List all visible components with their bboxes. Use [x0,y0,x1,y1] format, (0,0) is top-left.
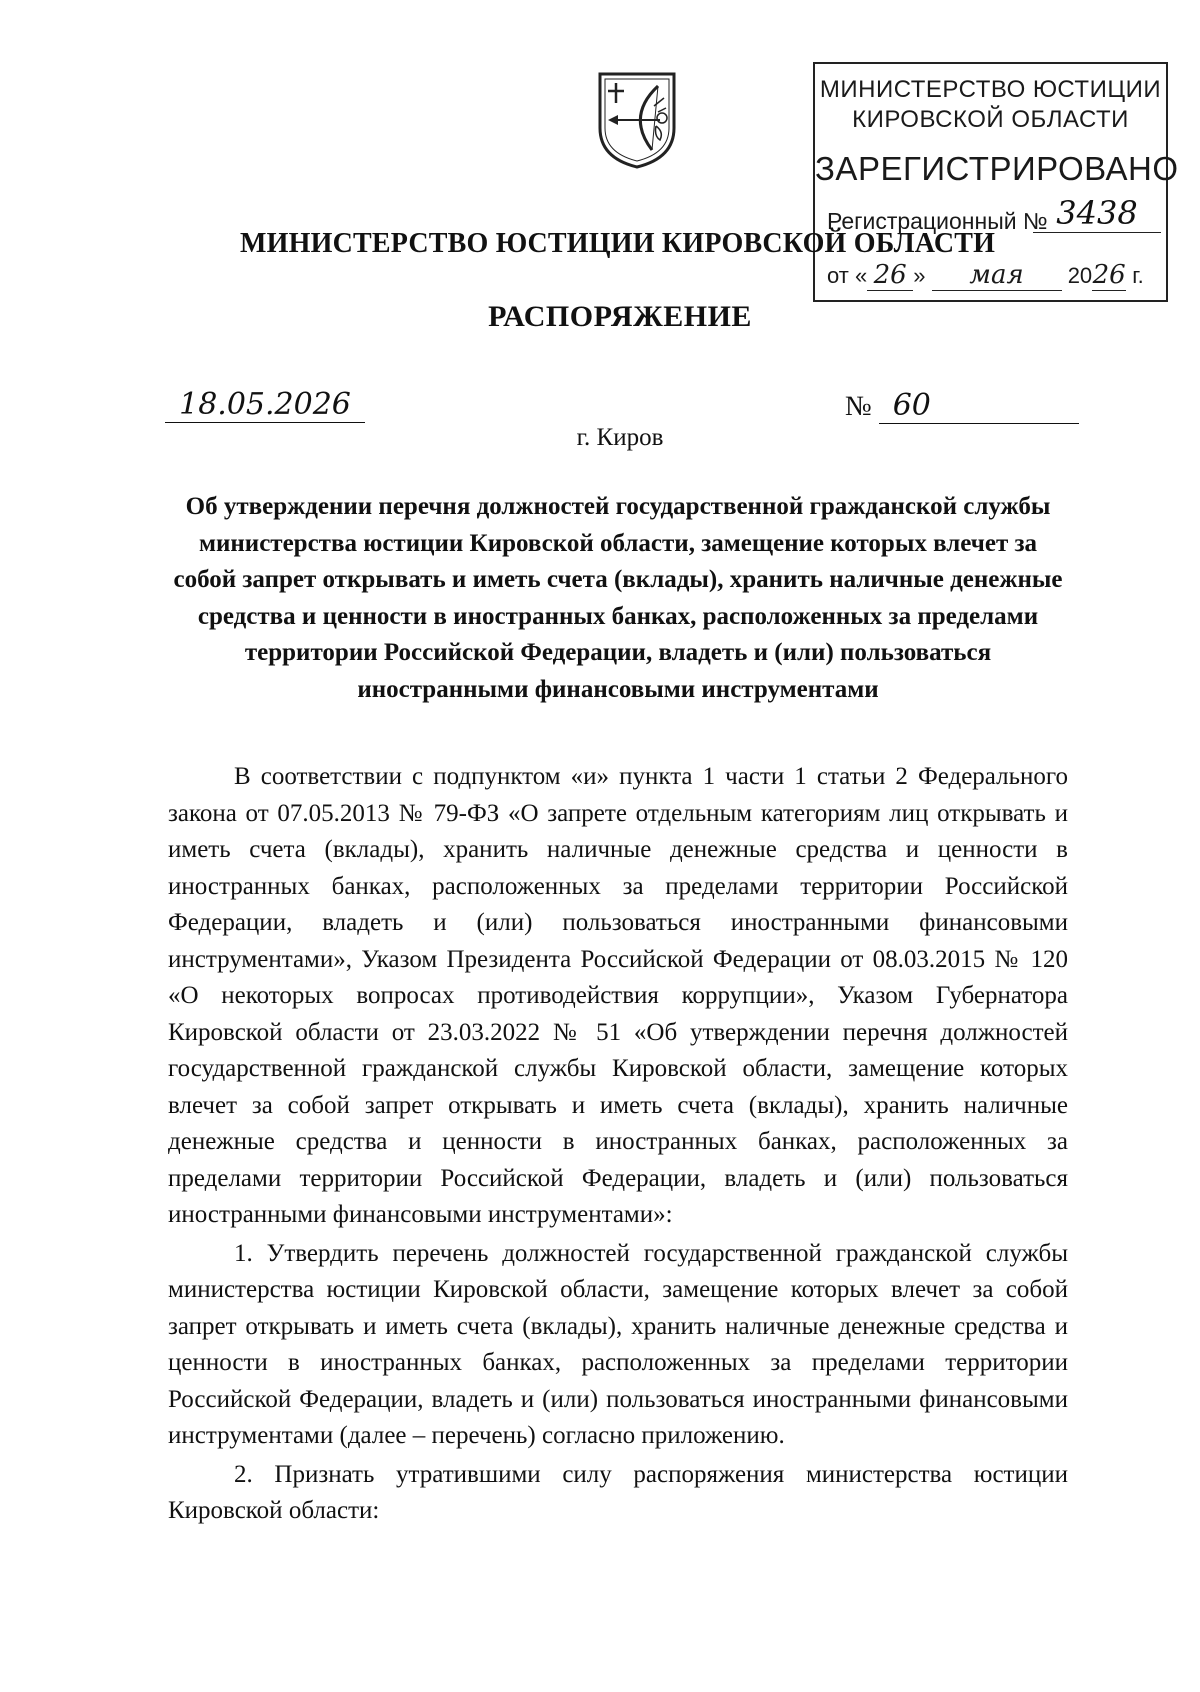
stamp-from-label: от « [827,263,868,288]
stamp-day: 26 [867,260,913,291]
ministry-name: МИНИСТЕРСТВО ЮСТИЦИИ КИРОВСКОЙ ОБЛАСТИ [240,228,996,259]
stamp-year-prefix: 20 [1067,263,1093,288]
item-2-paragraph: 2. Признать утратившими силу распоряжения министерства юстиции Кировской области: [168,1460,1068,1524]
stamp-date [827,260,1144,291]
number-value: 60 [879,388,1079,424]
document-title: Об утверждении перечня должностей государственной гражданской службы министерства юстиции Кировской области, замещение которых влечет за собой запрет открывать и иметь счета (вклады), хранить наличные денежные средства и ценности в иностранных банках, расположенных за пределами территории Российской Федерации, владеть и (или) пользоваться иностранными финансовыми инструментами [173,493,1063,703]
stamp-day-close: » [913,263,926,288]
number-label: № [845,391,872,422]
city: г. Киров [576,424,664,451]
stamp-line-ministry: МИНИСТЕРСТВО ЮСТИЦИИ [819,76,1162,103]
document-number [845,388,1079,424]
stamp-reg-label: Регистрационный № [827,208,1048,234]
stamp-year-unit: г. [1132,263,1144,288]
stamp-year-suffix: 26 [1092,260,1126,290]
stamp-month: мая [932,260,1062,291]
document-type: РАСПОРЯЖЕНИЕ [488,300,752,333]
stamp-line-region: КИРОВСКОЙ ОБЛАСТИ [852,106,1129,133]
item-1-paragraph: 1. Утвердить перечень должностей государственной гражданской службы министерства юстиции Кировской области, замещение которых влечет за собой запрет открывать и иметь счета (вклады), хранить наличные денежные средства и ценности в иностранных банках, расположенных за пределами территории Российской Федерации, владеть и (или) пользоваться иностранными финансовыми инструментами (далее – перечень) согласно приложению. [168,1239,1068,1449]
registration-stamp [813,62,1179,302]
stamp-reg-number: 3438 [1033,194,1161,233]
stamp-status: ЗАРЕГИСТРИРОВАНО [815,150,1179,187]
document-date: 18.05.2026 [165,388,365,423]
coat-of-arms-icon [596,70,678,170]
preamble-paragraph: В соответствии с подпунктом «и» пункта 1 части 1 статьи 2 Федерального закона от 07.05.2013 № 79-ФЗ «О запрете отдельным категориям лиц открывать и иметь счета (вклады), хранить наличные денежные средства и ценности в иностранных банках, расположенных за пределами территории Российской Федерации, владеть и (или) пользоваться иностранными финансовыми инструментами», Указом Президента Российской Федерации от 08.03.2015 № 120 «О некоторых вопросах противодействия коррупции», Указом Губернатора Кировской области от 23.03.2022 № 51 «Об утверждении перечня должностей государственной гражданской службы Кировской области, замещение которых влечет за собой запрет открывать и иметь счета (вклады), хранить наличные денежные средства и ценности в иностранных банках, расположенных за пределами территории Российской Федерации, владеть и (или) пользоваться иностранными финансовыми инструментами»: [168,763,1068,1228]
document-body [168,759,1068,1530]
